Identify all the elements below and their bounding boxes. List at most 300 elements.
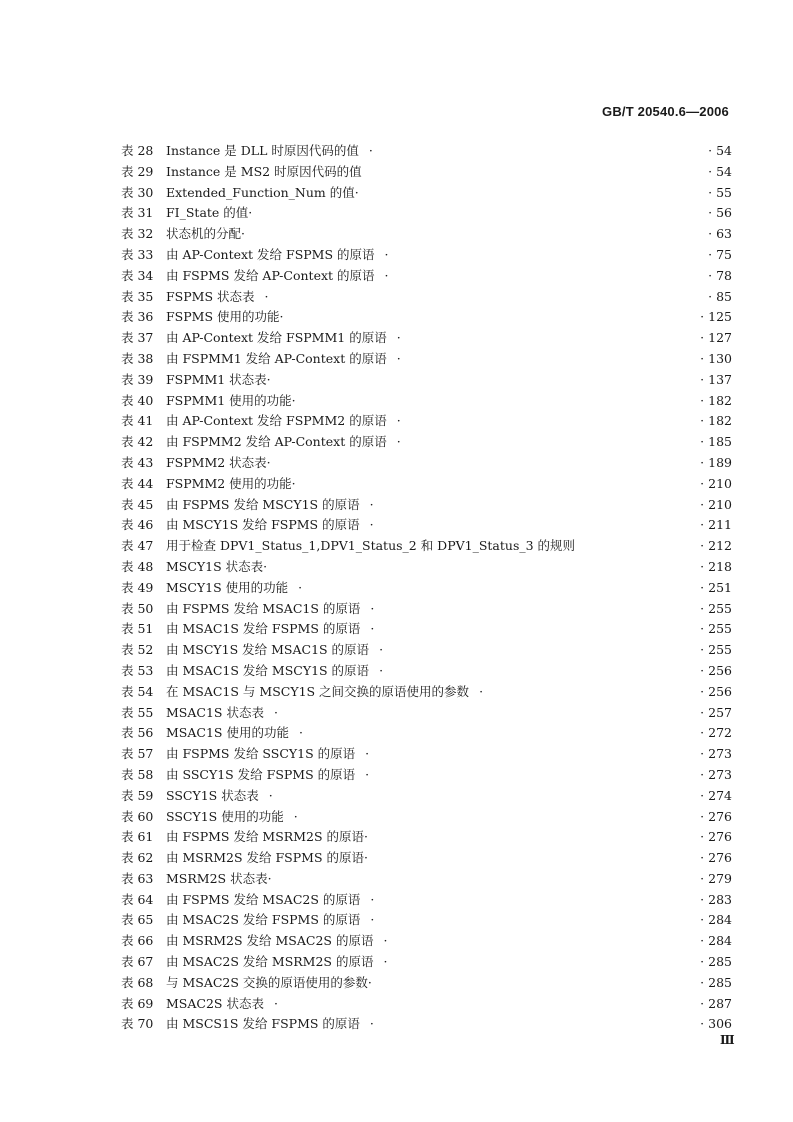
toc-entry [0,287,793,308]
title-leader-dots: · [298,579,304,595]
table-title [166,723,304,744]
table-title [166,869,282,890]
page-leader-dot: · [700,330,705,346]
page-number-text: 283 [708,891,732,907]
page-number-text: 279 [708,870,732,886]
page-leader-dot: · [700,475,705,491]
table-title-text: 由 MSCY1S 发给 FSPMS 的原语 [166,517,360,533]
table-title-text: MSCY1S 使用的功能 [166,579,289,595]
table-title-text: 由 FSPMS 发给 MSAC2S 的原语 [166,891,361,907]
page-leader-dot: · [708,267,713,283]
page-number-text: 276 [708,850,732,866]
toc-entry [0,786,793,807]
toc-entry [0,931,793,952]
title-leader-dots: · [273,704,279,720]
page-number [708,224,732,245]
table-number: 表 43 [121,454,154,470]
page-number [700,765,732,786]
page-number [700,723,732,744]
page-number [700,807,732,828]
table-title [166,744,370,765]
toc-entry [0,661,793,682]
page-number-text: 210 [708,475,732,491]
table-title-text: FSPMM1 使用的功能· [166,392,296,408]
toc-entry [0,640,793,661]
page-leader-dot: · [700,538,705,554]
table-title [166,224,255,245]
page-number [708,287,732,308]
table-title-text: 由 MSRM2S 发给 MSAC2S 的原语 [166,933,374,949]
page-number [708,245,732,266]
page-leader-dot: · [700,413,705,429]
page-number-text: 284 [708,912,732,928]
title-leader-dots: · [370,912,376,928]
title-leader-dots: · [479,683,485,699]
table-title-text: SSCY1S 状态表 [166,787,259,803]
title-leader-dots: · [396,350,402,366]
table-title [166,432,402,453]
page-number-text: 257 [708,704,732,720]
page-number [700,370,732,391]
table-title [166,557,277,578]
page-leader-dot: · [708,246,713,262]
page-leader-dot: · [700,600,705,616]
table-title [166,370,281,391]
page-leader-dot: · [700,579,705,595]
page-number-text: 210 [708,496,732,512]
page-number [700,869,732,890]
toc-entry [0,203,793,224]
title-leader-dots: · [369,1016,375,1032]
page-number [708,203,732,224]
table-title [166,162,372,183]
table-title-text: MSCY1S 状态表· [166,558,268,574]
page-number [700,536,732,557]
table-title [166,703,279,724]
toc-entry [0,266,793,287]
toc-entry [0,869,793,890]
toc-entry [0,723,793,744]
page-number [700,495,732,516]
toc-entry [0,994,793,1015]
table-number: 表 60 [121,808,154,824]
page-number [700,474,732,495]
table-title [166,411,402,432]
page-number-text: 276 [708,808,732,824]
table-title-text: FSPMS 状态表 [166,288,255,304]
table-number: 表 61 [121,829,154,845]
table-title-text: MSAC2S 状态表 [166,995,264,1011]
title-leader-dots: · [370,891,376,907]
table-title [166,245,390,266]
table-number: 表 38 [121,350,154,366]
table-number: 表 37 [121,330,154,346]
table-number: 表 50 [121,600,154,616]
page-leader-dot: · [700,434,705,450]
toc-entry [0,495,793,516]
table-title-text: FSPMM2 使用的功能· [166,475,296,491]
page-number-text: 255 [708,621,732,637]
toc-entry [0,765,793,786]
page-number-text: 125 [708,309,732,325]
table-title [166,515,375,536]
page-number-text: 272 [708,725,732,741]
table-title [166,453,281,474]
table-title [166,287,269,308]
page-number-text: 251 [708,579,732,595]
page-number [700,515,732,536]
table-number: 表 58 [121,766,154,782]
page-leader-dot: · [700,642,705,658]
toc-entry [0,557,793,578]
table-number: 表 47 [121,538,154,554]
title-leader-dots: · [298,725,304,741]
page-number [700,619,732,640]
title-leader-dots: · [396,330,402,346]
page-number-text: 256 [708,683,732,699]
table-number: 表 42 [121,434,154,450]
table-title-text: 由 MSRM2S 发给 FSPMS 的原语· [166,850,368,866]
table-title-text: FSPMM2 状态表· [166,454,271,470]
table-title-text: 由 AP-Context 发给 FSPMM2 的原语 [166,413,387,429]
title-leader-dots: · [396,434,402,450]
table-number: 表 56 [121,725,154,741]
table-number: 表 67 [121,954,154,970]
page-number-text: 284 [708,933,732,949]
table-title-text: 由 FSPMS 发给 SSCY1S 的原语 [166,746,356,762]
page-leader-dot: · [700,350,705,366]
page-number-text: 276 [708,829,732,845]
table-number: 表 32 [121,226,154,242]
title-leader-dots: · [268,787,274,803]
table-title [166,640,384,661]
toc-entry [0,682,793,703]
table-number: 表 31 [121,205,154,221]
toc-entry [0,183,793,204]
table-title [166,952,388,973]
page-leader-dot: · [700,392,705,408]
title-leader-dots: · [369,517,375,533]
table-title [166,203,262,224]
toc-entry [0,391,793,412]
page-number [700,973,732,994]
page-number [700,910,732,931]
page-number-text: 274 [708,787,732,803]
toc-entry [0,703,793,724]
page-number-text: 55 [716,184,732,200]
title-leader-dots: · [383,933,389,949]
toc-entry [0,536,793,557]
page-number-text: 137 [708,371,732,387]
title-leader-dots: · [370,621,376,637]
page-leader-dot: · [700,808,705,824]
toc-entry [0,599,793,620]
title-leader-dots: · [293,808,299,824]
page-number [708,162,732,183]
table-title-text: 由 SSCY1S 发给 FSPMS 的原语 [166,766,356,782]
table-number: 表 36 [121,309,154,325]
table-title-text: 由 FSPMS 发给 AP-Context 的原语 [166,267,375,283]
page-leader-dot: · [708,143,713,158]
page-leader-dot: · [700,995,705,1011]
toc-entry [0,827,793,848]
table-number: 表 46 [121,517,154,533]
title-leader-dots: · [384,267,390,283]
table-title [166,474,306,495]
page-number-text: 273 [708,766,732,782]
page-leader-dot: · [708,163,713,179]
toc-entry [0,848,793,869]
page-leader-dot: · [700,912,705,928]
page-number [700,827,732,848]
page-leader-dot: · [700,850,705,866]
page-number [708,183,732,204]
table-title-text: MSAC1S 状态表 [166,704,264,720]
table-number: 表 35 [121,288,154,304]
table-title-text: 由 FSPMS 发给 MSAC1S 的原语 [166,600,361,616]
page-leader-dot: · [708,288,713,304]
page-leader-dot: · [700,870,705,886]
page-leader-dot: · [700,1016,705,1032]
table-number: 表 63 [121,870,154,886]
page-number [700,432,732,453]
page-number [700,682,732,703]
table-title-text: 与 MSAC2S 交换的原语使用的参数· [166,974,372,990]
table-title-text: 由 MSCS1S 发给 FSPMS 的原语 [166,1016,360,1032]
table-title-text: 由 FSPMS 发给 MSCY1S 的原语 [166,496,360,512]
table-number: 表 70 [121,1016,154,1032]
page-number-text: 256 [708,662,732,678]
page-number [700,703,732,724]
page-number-text: 212 [708,538,732,554]
table-title-text: Instance 是 DLL 时原因代码的值 [166,143,359,158]
table-number: 表 68 [121,974,154,990]
title-leader-dots: · [370,600,376,616]
table-number: 表 44 [121,475,154,491]
table-of-contents [0,141,793,1035]
toc-entry [0,453,793,474]
table-number: 表 40 [121,392,154,408]
page-leader-dot: · [700,829,705,845]
table-number: 表 62 [121,850,154,866]
table-title-text: 由 FSPMS 发给 MSRM2S 的原语· [166,829,368,845]
page-number [700,578,732,599]
toc-entry [0,141,793,162]
table-title [166,349,402,370]
title-leader-dots: · [365,766,371,782]
table-number: 表 29 [121,163,154,179]
title-leader-dots: · [273,995,279,1011]
page-number [708,266,732,287]
table-number: 表 45 [121,496,154,512]
toc-entry [0,578,793,599]
table-title [166,931,388,952]
page-leader-dot: · [700,746,705,762]
table-number: 表 49 [121,579,154,595]
page-number [700,328,732,349]
table-number: 表 57 [121,746,154,762]
table-title-text: 状态机的分配· [166,226,245,242]
table-number: 表 34 [121,267,154,283]
table-title [166,619,375,640]
table-number: 表 28 [121,143,154,158]
table-title [166,599,375,620]
page-number [700,599,732,620]
table-title-text: FSPMS 使用的功能· [166,309,284,325]
table-title-text: 由 MSAC2S 发给 FSPMS 的原语 [166,912,361,928]
page-number [700,453,732,474]
page-leader-dot: · [700,787,705,803]
page-leader-dot: · [700,891,705,907]
page-number-text: 306 [708,1016,732,1032]
page-leader-dot: · [700,621,705,637]
page-number-text: 218 [708,558,732,574]
table-title-text: MSAC1S 使用的功能 [166,725,289,741]
page-number-text: 63 [716,226,732,242]
page-number-text: 78 [716,267,732,283]
table-title-text: 由 MSAC1S 发给 FSPMS 的原语 [166,621,361,637]
table-number: 表 59 [121,787,154,803]
table-title [166,765,370,786]
toc-entry [0,307,793,328]
table-number: 表 53 [121,662,154,678]
title-leader-dots: · [383,954,389,970]
page-leader-dot: · [700,704,705,720]
page-number-text: 287 [708,995,732,1011]
title-leader-dots: · [379,662,385,678]
toc-entry [0,411,793,432]
table-title-text: 由 MSAC1S 发给 MSCY1S 的原语 [166,662,370,678]
table-title [166,578,303,599]
page-leader-dot: · [700,683,705,699]
page-leader-dot: · [700,496,705,512]
page-leader-dot: · [700,725,705,741]
page-leader-dot: · [700,662,705,678]
page-number [700,931,732,952]
title-leader-dots: · [365,746,371,762]
table-number: 表 41 [121,413,154,429]
table-title [166,973,382,994]
page-number-text: 255 [708,600,732,616]
table-title-text: 由 AP-Context 发给 FSPMM1 的原语 [166,330,387,346]
table-title [166,682,484,703]
table-title [166,328,402,349]
page-number [700,557,732,578]
page-number [700,994,732,1015]
toc-entry [0,432,793,453]
standard-number: GB/T 20540.6—2006 [602,104,729,119]
table-number: 表 65 [121,912,154,928]
page-number [700,349,732,370]
table-title [166,827,378,848]
table-number: 表 64 [121,891,154,907]
page-number-text: 182 [708,392,732,408]
page-leader-dot: · [708,226,713,242]
table-title [166,183,369,204]
table-title-text: SSCY1S 使用的功能 [166,808,284,824]
table-title-text: FI_State 的值· [166,205,253,221]
page-leader-dot: · [708,184,713,200]
table-number: 表 54 [121,683,154,699]
toc-entry [0,910,793,931]
table-title [166,307,293,328]
page-leader-dot: · [700,954,705,970]
toc-entry [0,474,793,495]
page-number [708,141,732,162]
table-title [166,848,378,869]
table-title [166,141,374,162]
toc-entry [0,162,793,183]
page-folio: Ⅲ [720,1033,735,1047]
title-leader-dots: · [384,246,390,262]
page-number-text: 273 [708,746,732,762]
page-number [700,391,732,412]
table-title-text: MSRM2S 状态表· [166,870,272,886]
page-number [700,786,732,807]
page-number-text: 56 [716,205,732,221]
table-title [166,994,279,1015]
table-number: 表 33 [121,246,154,262]
table-title-text: 用于检查 DPV1_Status_1,DPV1_Status_2 和 DPV1_Status_3 的规则 [166,538,576,554]
page-leader-dot: · [700,454,705,470]
table-title [166,536,585,557]
page-leader-dot: · [700,933,705,949]
table-title [166,661,384,682]
table-title [166,807,299,828]
title-leader-dots: · [264,288,270,304]
table-number: 表 55 [121,704,154,720]
table-title-text: 由 MSCY1S 发给 MSAC1S 的原语 [166,642,370,658]
page-number-text: 54 [716,143,732,158]
table-title [166,910,375,931]
table-number: 表 69 [121,995,154,1011]
page-leader-dot: · [700,517,705,533]
table-number: 表 52 [121,642,154,658]
toc-entry [0,744,793,765]
page-number [700,640,732,661]
page-leader-dot: · [700,558,705,574]
page-number-text: 255 [708,642,732,658]
page-number-text: 182 [708,413,732,429]
toc-entry [0,619,793,640]
page-leader-dot: · [700,371,705,387]
page-leader-dot: · [700,309,705,325]
page-number-text: 54 [716,163,732,179]
table-title-text: Extended_Function_Num 的值· [166,184,359,200]
table-title [166,786,274,807]
table-number: 表 66 [121,933,154,949]
title-leader-dots: · [396,413,402,429]
page-number [700,307,732,328]
table-title-text: 在 MSAC1S 与 MSCY1S 之间交换的原语使用的参数 [166,683,470,699]
page-number-text: 285 [708,954,732,970]
table-title-text: 由 MSAC2S 发给 MSRM2S 的原语 [166,954,374,970]
table-title-text: 由 FSPMM1 发给 AP-Context 的原语 [166,350,387,366]
toc-entry [0,807,793,828]
table-title [166,266,390,287]
table-title-text: 由 AP-Context 发给 FSPMS 的原语 [166,246,375,262]
table-title [166,890,375,911]
table-title [166,391,306,412]
page-number-text: 211 [708,517,732,533]
page-number [700,848,732,869]
page-leader-dot: · [700,766,705,782]
title-leader-dots: · [379,642,385,658]
toc-entry [0,245,793,266]
page-number [700,952,732,973]
page-number [700,744,732,765]
table-title-text: FSPMM1 状态表· [166,371,271,387]
